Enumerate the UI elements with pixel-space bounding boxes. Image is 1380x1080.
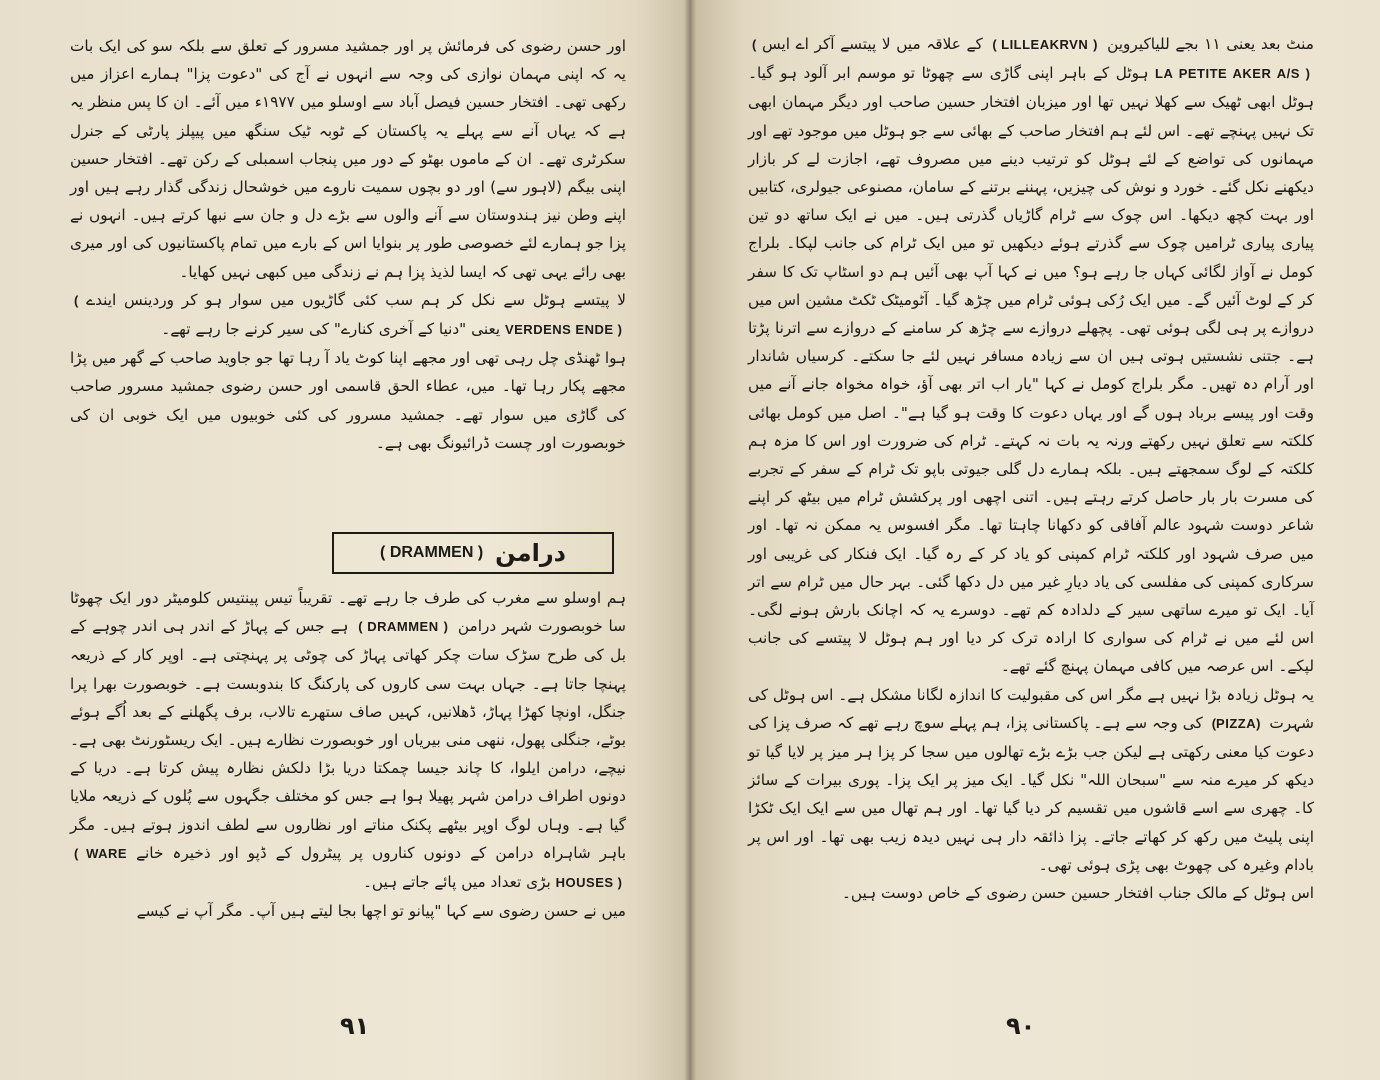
- latin-term-verdens-ende: ( VERDENS ENDE ): [74, 292, 622, 338]
- paragraph-text: منٹ بعد یعنی ۱۱ بجے للیاکیروین: [1107, 35, 1314, 53]
- paragraph-text: کے علاقہ میں لا پیتسے آکر اے ایس: [762, 35, 983, 53]
- paragraph: اس ہوٹل کے مالک جناب افتخار حسین حسن رضوی کے خاص دوست ہیں۔: [841, 884, 1314, 903]
- paragraph: اور حسن رضوی کی فرمائش پر اور جمشید مسرور کے تعلق سے بلکہ سو کی ایک بات یہ کہ اپنی مہمان نوازی کی وجہ سے انہوں نے آج کی "دعوت پزا" ہمارے اعزاز میں رکھی تھی۔ افتخار حسین فیصل آباد سے اوسلو میں ۱۹۷۷ء میں آئے۔ ان کا پس منظر یہ ہے کہ یہاں آنے سے پہلے یہ پاکستان کے ٹوبہ ٹیک سنگھ میں پیپلز پارٹی کے جنرل سکرٹری تھے۔ ان کے ماموں بھٹو کے دور میں پنجاب اسمبلی کے رکن تھے۔ افتخار حسین اپنی بیگم (لاہور سے) اور دو بچوں سمیت ناروے میں خوشحال زندگی گذار رہے ہیں اور اپنے وطن نیز ہندوستان سے آنے والوں سے بڑے دل و جان سے نبھا کرتے ہیں۔ انہوں نے پزا جو ہمارے لئے خصوصی طور پر بنوایا اس کے بارے میں تمام پاکستانیوں کی اور میری بھی رائے یہی تھی کہ ایسا لذیذ پزا ہم نے زندگی میں کبھی نہیں کھایا۔: [70, 37, 626, 281]
- paragraph-text: یعنی "دنیا کے آخری کنارے" کی سیر کرنے جا رہے تھے۔: [161, 320, 501, 339]
- latin-term-warehouses: ( WARE HOUSES ): [74, 845, 622, 891]
- paragraph: [748, 30, 1314, 681]
- book-gutter: [684, 0, 696, 1080]
- latin-term-pizza: (PIZZA): [1211, 715, 1261, 731]
- paragraph: [748, 681, 1314, 879]
- paragraph-text: یہ ہوٹل زیادہ بڑا نہیں ہے مگر اس کی مقبولیت کا اندازہ لگانا مشکل ہے۔ اس ہوٹل کی شہرت: [748, 685, 1314, 732]
- paragraph-text: کی وجہ سے ہے۔ پاکستانی پزا، ہم پہلے سوچ رہے تھے کہ صرف پزا کی دعوت کیا معنی رکھتی ہے لیکن جب بڑے بڑے تھالوں میں سجا کر پزا ہر میز پر لایا گیا تو دیکھ کر میرے منہ سے "سبحان اللہ" نکل گیا۔ ایک میز پر ایک پزا۔ پوری بیرات کے سائز کا۔ چھری سے اسے قاشوں میں تقسیم کر دیا گیا تھا۔ اور ہم تھال میں سے ایک ایک ٹکڑا اپنی پلیٹ میں رکھ کر کھاتے جاتے۔ پزا ذائقہ دار ہی نہیں دیدہ زیب بھی تھا۔ اور اس پر بادام وغیرہ کی چھوٹ بھی پڑی ہوئی تھی۔: [748, 713, 1314, 874]
- paragraph: [70, 286, 626, 344]
- latin-term-lilleakrvn: ( LILLEAKRVN ): [992, 37, 1098, 52]
- right-page-text: [748, 30, 1314, 907]
- left-page-bottom-text: [70, 584, 626, 925]
- page-number-right: ٩٠: [1006, 1012, 1036, 1040]
- paragraph: میں نے حسن رضوی سے کہا "پیانو تو اچھا بجا لیتے ہیں آپ۔ مگر آپ نے کیسے: [136, 902, 626, 921]
- paragraph: ہوا ٹھنڈی چل رہی تھی اور مجھے اپنا کوٹ یاد آ رہا تھا جو جاوید صاحب کے گھر میں پڑا مجھے پکار رہا تھا۔ میں، عطاء الحق قاسمی اور حسن رضوی جمشید مسرور صاحب کی گاڑی میں سوار تھے۔ جمشید مسرور کی کئی خوبیوں میں ایک خوبی ان کی خوبصورت اور چست ڈرائیونگ بھی ہے۔: [70, 349, 626, 452]
- paragraph-text: ہم اوسلو سے مغرب کی طرف جا رہے تھے۔ تقریباً تیس پینتیس کلومیٹر دور ایک چھوٹا سا خوبصورت شہر درامن: [70, 589, 626, 636]
- latin-term-la-petite-aker: ( LA PETITE AKER A/S ): [752, 37, 1311, 82]
- paragraph-text: ہوٹل کے باہر اپنی گاڑی سے چھوٹا تو موسم ابر آلود ہو گیا۔ ہوٹل ابھی ٹھیک سے کھلا نہیں تھا اور میزبان افتخار حسین صاحب اور دیگر مہمان ابھی تک نہیں پہنچے تھے۔ اس لئے ہم افتخار صاحب کے بھائی سے جو ہوٹل میں موجود تھے اور مہمانوں کی تواضع کے لئے ہوٹل کو ترتیب دینے میں مصروف تھے، اجازت لے کر بازار دیکھنے نکل گئے۔ خورد و نوش کی چیزیں، پہننے برتنے کے سامان، مصنوعی جیولری، کتابیں اور بہت کچھ دیکھا۔ اس چوک سے ٹرام گاڑیاں گذرتی ہیں۔ میں نے ایک ساتھ دو تین پیاری پیاری ٹرامیں چوک سے گذرتے ہوئے دیکھیں تو میں ایک ٹرام کی جانب لپکا۔ بلراج کومل نے آواز لگائی کہاں جا رہے ہو؟ میں نے کہا آپ بھی آئیں ہم دو اسٹاپ تک کا سفر کر کے لوٹ آئیں گے۔ میں ایک رُکی ہوئی ٹرام میں چڑھ گیا۔ آٹومیٹک ٹکٹ مشین اس میں دروازے پر ہی لگی ہوئی تھی۔ پچھلے دروازے سے چڑھ کر سامنے کے دروازے سے اترنا پڑتا ہے۔ جتنی نشستیں ہوتی ہیں ان سے زیادہ مسافر نہیں لئے جا سکتے۔ کرسیاں شاندار اور آرام دہ تھیں۔ مگر بلراج کومل نے کہا "یار اب اتر بھی آؤ، خواہ مخواہ جانے آنے میں وقت اور پیسے برباد ہوں گے اور یہاں دعوت کا وقت ہو گیا ہے"۔ اصل میں کومل بھائی کلکتہ سے تعلق نہیں رکھتے ورنہ یہ بات نہ کہتے۔ ٹرام کی ضرورت اور اس کا مزہ ہم کلکتہ کے لوگ سمجھتے ہیں۔ بلکہ ہمارے دل گلی جیوتی باپو تک ٹرام کے سفر کے تجربے کی مسرت بار بار حاصل کرتے رہتے ہیں۔ اتنی اچھی اور پرکشش ٹرام میں بیٹھ کر اپنے شاعر دوست شہود عالم آفاقی کو دکھانا چاہتا تھا۔ مگر افسوس یہ ممکن نہ تھا۔ اور میں صرف شہود اور کلکتہ ٹرام کمپنی کو یاد کر کے رہ گیا۔ ایک فنکار کی غریبی اور سرکاری کمپنی کی مفلسی کی یاد دیارِ غیر میں دل دکھا گئی۔ بہر حال میں ٹرام سے اتر آیا۔ ایک تو میرے ساتھی سیر کے دلدادہ کم تھے۔ دوسرے یہ کہ اچانک بارش ہونے لگی۔ اس لئے میں نے ٹرام کی سواری کا ارادہ ترک کر دیا اور ہم ہوٹل لا پیتسے کی جانب لپکے۔ اس عرصہ میں کافی مہمان پہنچ گئے تھے۔: [748, 64, 1314, 676]
- paragraph: [70, 584, 626, 897]
- section-heading-drammen: [332, 532, 614, 574]
- paragraph-text: ہے جس کے پہاڑ کے اندر ہی اندر چوہے کے بل کی طرح سڑک سات چکر کھاتی پہاڑ کی چوٹی پر پہنچتی ہے۔ اوپر کار کے ذریعہ پہنچا جاتا ہے۔ جہاں بہت سی کاروں کی پارکنگ کا بندوبست ہے۔ خوبصورت بھرا پرا جنگل، اونچا کھڑا پہاڑ، ڈھلانیں، کہیں صاف ستھرے تالاب، برف پگھلنے کے بعد اُگے ہوئے بوٹے، جنگلی پھول، ننھی منی بیریاں اور خوبصورت نظارے ہیں۔ ایک ریسٹورنٹ بھی ہے۔ نیچے، درامن ایلوا، کا چاند جیسا چمکتا دریا بڑا دلکش نظارہ پیش کرتا ہے۔ دریا کے دونوں اطراف درامن شہر پھیلا ہوا ہے جس کو مختلف جگہوں سے پُلوں کے ذریعہ ملایا گیا ہے۔ وہاں لوگ اوپر بیٹھے پکنک مناتے اور نظاروں سے لطف اندوز ہوتے ہیں۔ مگر باہر شاہراہ درامن کے دونوں کناروں پر پیٹرول کے ڈپو اور ذخیرہ خانے: [70, 617, 627, 862]
- left-page-top-text: [70, 32, 626, 457]
- section-heading-urdu: درامن: [495, 539, 566, 567]
- paragraph-text: لا پیتسے ہوٹل سے نکل کر ہم سب کئی گاڑیوں میں سوار ہو کر وردینس ایندے: [86, 290, 626, 309]
- paragraph-text: بڑی تعداد میں پائے جاتے ہیں۔: [362, 873, 551, 892]
- page-number-left: ٩١: [340, 1012, 370, 1040]
- latin-term-drammen: ( DRAMMEN ): [358, 619, 449, 635]
- section-heading-latin: ( DRAMMEN ): [380, 544, 484, 561]
